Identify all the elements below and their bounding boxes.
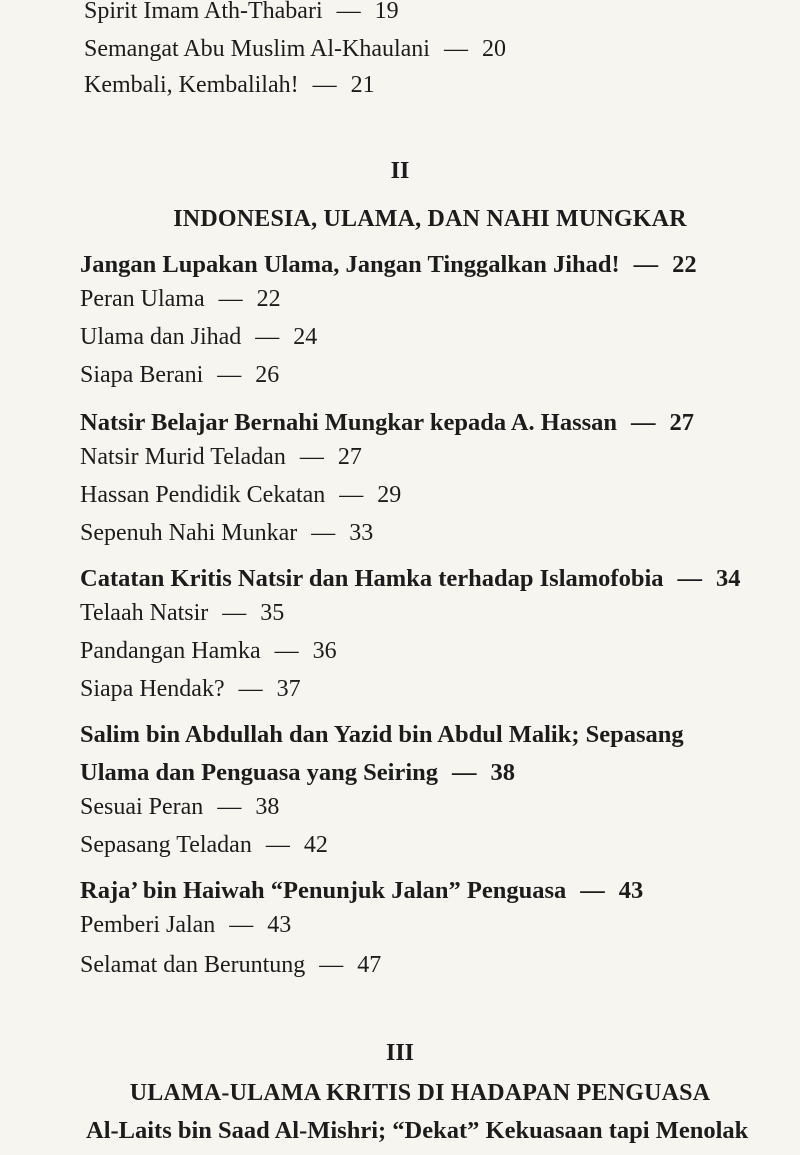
entry-dash: — — [452, 759, 477, 786]
section-heading: INDONESIA, ULAMA, DAN NAHI MUNGKAR — [173, 206, 687, 232]
chapter-title: Natsir Belajar Bernahi Mungkar kepada A. Hassan — [80, 409, 618, 436]
chapter-entry[interactable] — [80, 408, 694, 438]
entry-dash: — — [238, 676, 263, 702]
chapter-title-line1: Salim bin Abdullah dan Yazid bin Abdul Malik; Sepasang — [80, 721, 684, 748]
entry-title: Peran Ulama — [80, 286, 205, 312]
entry-title: Siapa Berani — [80, 362, 204, 388]
toc-entry[interactable] — [80, 518, 373, 548]
entry-title: Semangat Abu Muslim Al-Khaulani — [84, 36, 430, 62]
entry-title: Sepenuh Nahi Munkar — [80, 520, 298, 546]
entry-page: 36 — [312, 638, 337, 664]
entry-title: Ulama dan Jihad — [80, 324, 242, 350]
entry-title: Telaah Natsir — [80, 600, 209, 626]
chapter-entry[interactable] — [80, 720, 684, 750]
entry-dash: — — [229, 912, 254, 938]
entry-page: 29 — [377, 482, 402, 508]
chapter-title: Raja’ bin Haiwah “Penunjuk Jalan” Penguasa — [80, 877, 567, 904]
toc-entry[interactable] — [80, 284, 281, 314]
chapter-page: 43 — [618, 877, 644, 904]
entry-page: 42 — [303, 832, 328, 858]
entry-title: Sepasang Teladan — [80, 832, 252, 858]
entry-page: 33 — [349, 520, 374, 546]
chapter-page: 34 — [716, 565, 741, 592]
chapter-title: Al-Laits bin Saad Al-Mishri; “Dekat” Kekuasaan tapi Menolak — [86, 1117, 749, 1144]
entry-dash: — — [218, 286, 243, 312]
chapter-title: Jangan Lupakan Ulama, Jangan Tinggalkan Jihad! — [80, 251, 620, 278]
section-heading: ULAMA-ULAMA KRITIS DI HADAPAN PENGUASA — [129, 1080, 711, 1106]
entry-title: Pandangan Hamka — [80, 638, 261, 664]
entry-page: 43 — [267, 912, 292, 938]
toc-entry[interactable] — [80, 480, 401, 510]
toc-entry[interactable] — [80, 360, 279, 390]
chapter-title-line2: Ulama dan Penguasa yang Seiring — [80, 759, 439, 786]
entry-title: Selamat dan Beruntung — [80, 952, 306, 978]
entry-dash: — — [677, 565, 703, 592]
toc-entry[interactable] — [80, 910, 291, 940]
entry-page: 37 — [276, 676, 301, 702]
chapter-page: 38 — [490, 759, 516, 786]
chapter-entry[interactable] — [80, 876, 643, 906]
entry-page: 19 — [374, 0, 399, 24]
entry-dash: — — [319, 952, 344, 978]
entry-title: Kembali, Kembalilah! — [84, 72, 299, 98]
chapter-page: 22 — [672, 251, 697, 278]
entry-page: 21 — [350, 72, 375, 98]
entry-page: 38 — [255, 794, 280, 820]
entry-title: Hassan Pendidik Cekatan — [80, 482, 326, 508]
entry-dash: — — [217, 362, 242, 388]
entry-title: Sesuai Peran — [80, 794, 204, 820]
entry-page: 24 — [293, 324, 318, 350]
entry-dash: — — [336, 0, 361, 24]
chapter-entry[interactable] — [86, 1116, 748, 1146]
toc-entry[interactable] — [80, 322, 317, 352]
toc-entry[interactable] — [84, 70, 375, 100]
entry-dash: — — [222, 600, 247, 626]
entry-dash: — — [265, 832, 290, 858]
toc-entry[interactable] — [80, 442, 362, 472]
chapter-entry[interactable] — [80, 250, 697, 280]
entry-dash: — — [339, 482, 364, 508]
entry-dash: — — [299, 444, 324, 470]
toc-entry[interactable] — [80, 792, 279, 822]
entry-dash: — — [312, 72, 337, 98]
entry-page: 26 — [255, 362, 280, 388]
entry-dash: — — [633, 251, 659, 278]
entry-page: 47 — [357, 952, 382, 978]
entry-dash: — — [255, 324, 280, 350]
toc-entry[interactable] — [80, 674, 301, 704]
entry-dash: — — [631, 409, 656, 436]
entry-title: Natsir Murid Teladan — [80, 444, 286, 470]
entry-page: 35 — [260, 600, 285, 626]
chapter-title: Catatan Kritis Natsir dan Hamka terhadap Islamofobia — [80, 565, 664, 592]
entry-page: 20 — [481, 36, 506, 62]
toc-entry[interactable] — [80, 950, 381, 980]
chapter-page: 27 — [669, 409, 695, 436]
chapter-entry-cont[interactable] — [80, 758, 515, 788]
toc-entry[interactable] — [80, 830, 328, 860]
entry-dash: — — [580, 877, 605, 904]
entry-title: Pemberi Jalan — [80, 912, 216, 938]
entry-dash: — — [443, 36, 468, 62]
entry-dash: — — [274, 638, 299, 664]
chapter-entry[interactable] — [80, 564, 741, 594]
entry-title: Siapa Hendak? — [80, 676, 225, 702]
entry-page: 22 — [256, 286, 281, 312]
entry-title: Spirit Imam Ath-Thabari — [84, 0, 323, 24]
section-numeral: II — [390, 158, 410, 184]
toc-entry[interactable] — [84, 0, 399, 26]
toc-entry[interactable] — [80, 636, 337, 666]
section-numeral: III — [385, 1040, 415, 1066]
toc-entry[interactable] — [84, 34, 506, 64]
entry-dash: — — [311, 520, 336, 546]
entry-page: 27 — [337, 444, 362, 470]
toc-entry[interactable] — [80, 598, 284, 628]
entry-dash: — — [217, 794, 242, 820]
